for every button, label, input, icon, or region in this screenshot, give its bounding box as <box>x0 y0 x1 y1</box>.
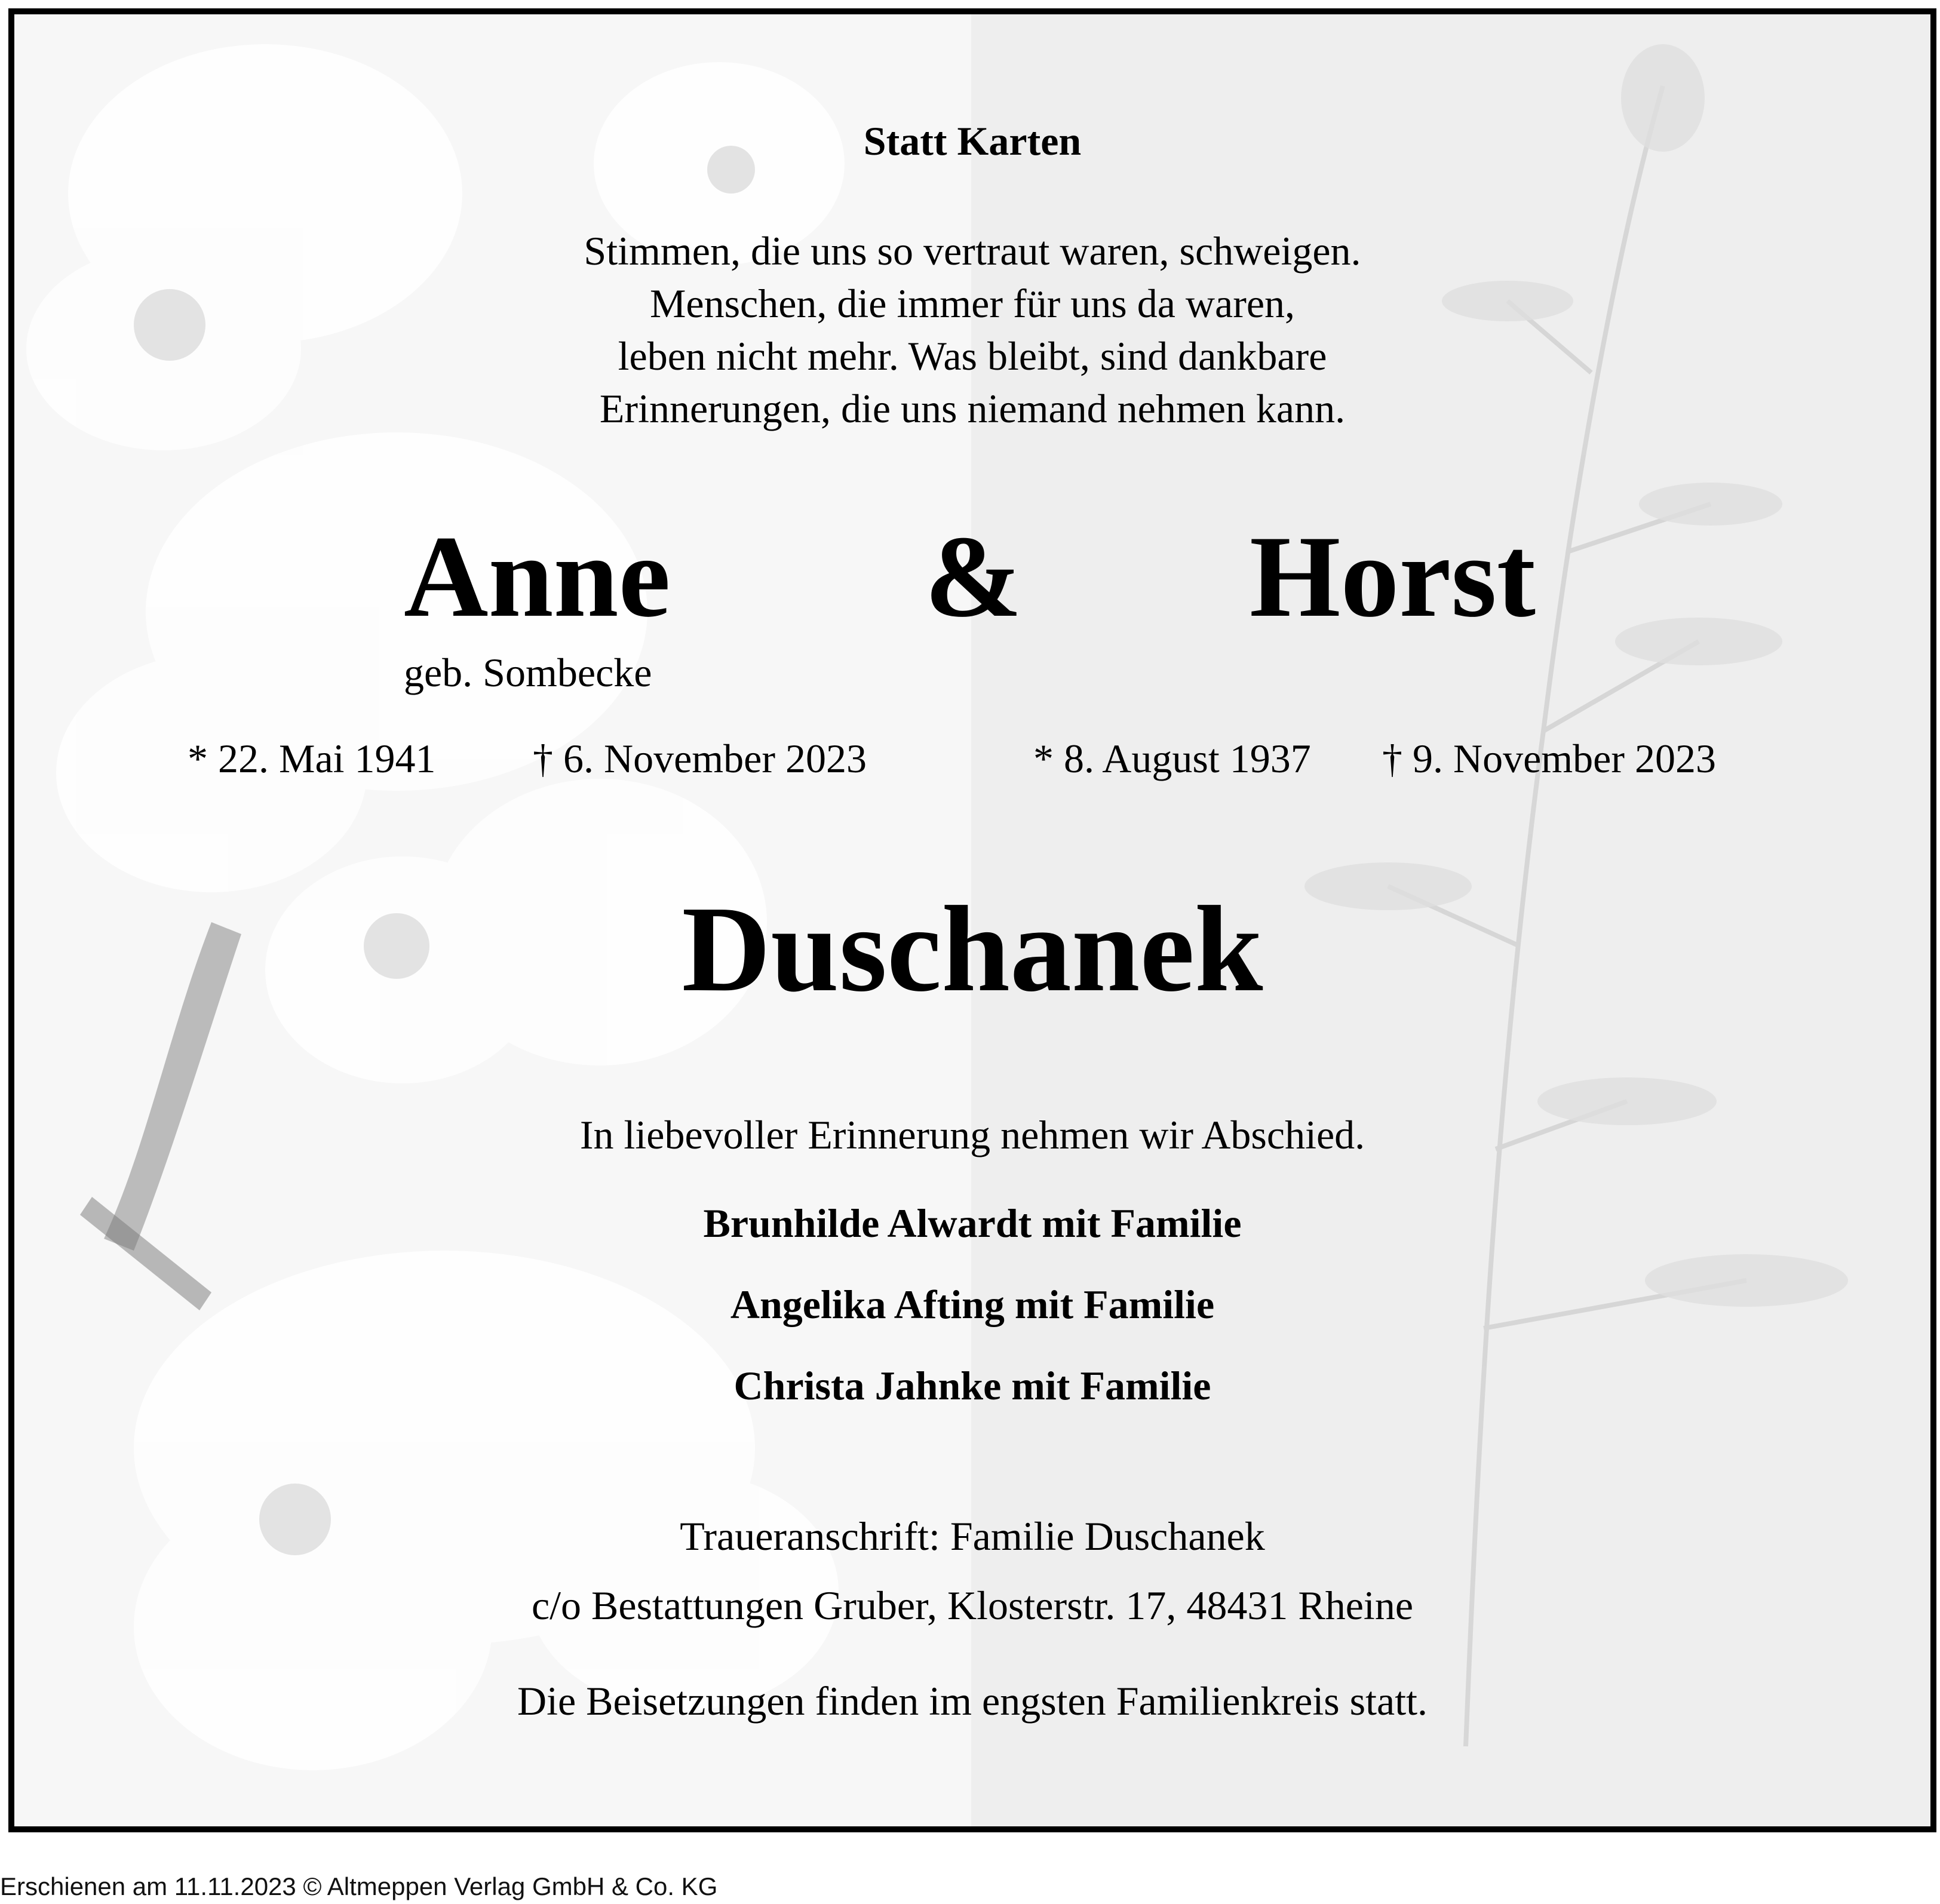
notice-content <box>14 14 1930 1826</box>
poem-line: Erinnerungen, die uns niemand nehmen kann. <box>599 386 1346 431</box>
birth-date-horst: * 8. August 1937 <box>1033 736 1311 781</box>
poem <box>14 225 1930 435</box>
farewell-text: In liebevoller Erinnerung nehmen wir Abschied. <box>579 1112 1365 1157</box>
address-line: c/o Bestattungen Gruber, Klosterstr. 17, 48431 Rheine <box>531 1583 1413 1628</box>
birth-date-anne: * 22. Mai 1941 <box>188 736 436 781</box>
poem-line: Stimmen, die uns so vertraut waren, schweigen. <box>584 228 1361 274</box>
ampersand: & <box>925 512 1023 641</box>
mourner-item: Christa Jahnke mit Familie <box>733 1363 1211 1408</box>
family-surname: Duschanek <box>682 880 1263 1017</box>
poem-line: leben nicht mehr. Was bleibt, sind dankbare <box>618 333 1327 379</box>
mourners-list <box>14 1200 1930 1447</box>
poem-line: Menschen, die immer für uns da waren, <box>649 281 1296 326</box>
death-date-horst: † 9. November 2023 <box>1382 736 1717 781</box>
mourning-address <box>14 1501 1930 1640</box>
first-name-horst: Horst <box>1250 512 1536 641</box>
funeral-note: Die Beisetzungen finden im engsten Familienkreis statt. <box>517 1678 1428 1724</box>
mourner-item: Angelika Afting mit Familie <box>730 1282 1215 1327</box>
first-name-anne: Anne <box>404 512 671 641</box>
mourner-item: Brunhilde Alwardt mit Familie <box>703 1200 1242 1246</box>
publication-footer: Erschienen am 11.11.2023 © Altmeppen Verlag GmbH & Co. KG <box>0 1872 718 1900</box>
obituary-card <box>8 8 1936 1832</box>
maiden-name: geb. Sombecke <box>404 650 652 695</box>
address-line: Traueranschrift: Familie Duschanek <box>680 1513 1265 1559</box>
header-statt-karten: Statt Karten <box>863 118 1082 164</box>
death-date-anne: † 6. November 2023 <box>533 736 867 781</box>
